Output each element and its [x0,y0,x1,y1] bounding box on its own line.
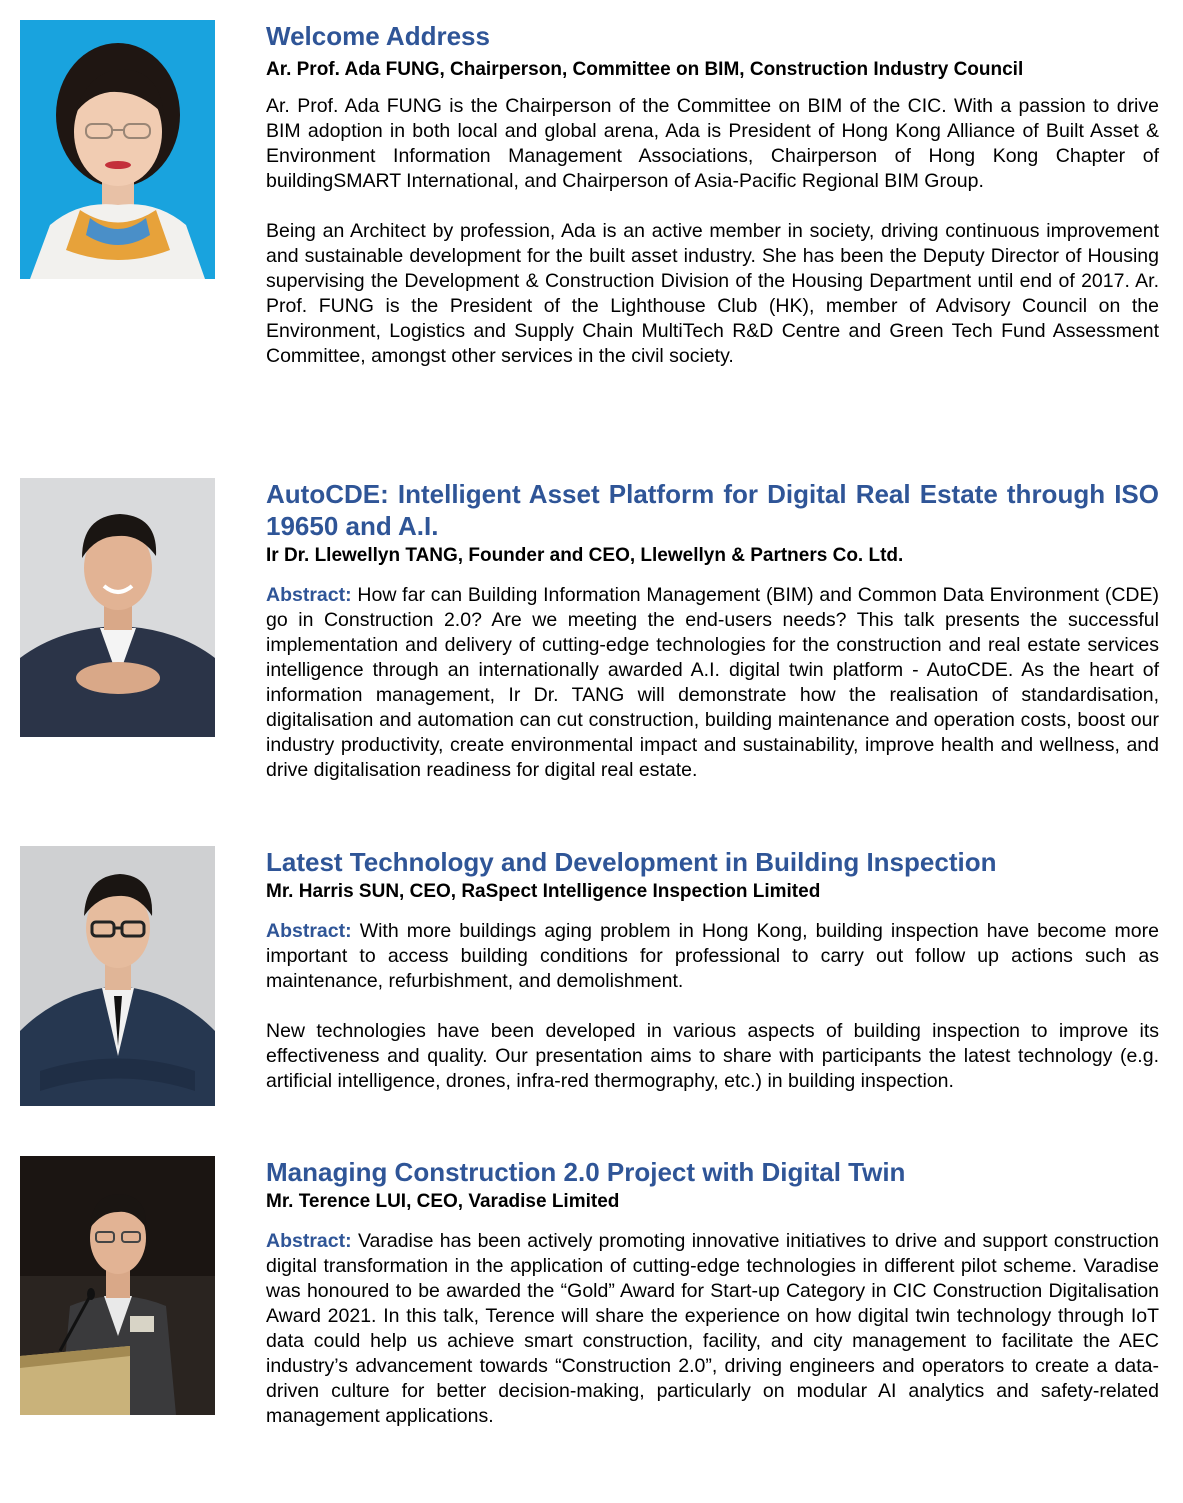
session-title: AutoCDE: Intelligent Asset Platform for Digital Real Estate through ISO 19650 and A.I. [266,479,1159,541]
session-title: Welcome Address [266,21,490,51]
abstract-paragraph [266,1229,1159,1429]
abstract-text: Varadise has been actively promoting innovative initiatives to drive and support construction digital transformation in the application of cutting-edge technologies in different pilot scheme. Varadise was honoured to be awarded the “Gold” Award for Start-up Category in CIC Construction Digitalisation Award 2021. In this talk, Terence will share the experience on how digital twin technology through IoT data could help us achieve smart construction, facility, and city management to facilitate the AEC industry’s advancement towards “Construction 2.0”, driving engineers and operators to create a data-driven culture for better decision-making, particularly on modular AI analytics and safety-related management applications. [266,1230,1159,1427]
session-title: Managing Construction 2.0 Project with Digital Twin [266,1157,906,1187]
abstract-label: Abstract: [266,584,352,606]
portrait-graphic-2 [20,478,215,737]
portrait-graphic-3 [20,846,215,1106]
speaker-photo-2 [20,478,215,737]
section-content-2 [266,478,1159,783]
portrait-graphic-1 [20,20,215,279]
abstract-text: With more buildings aging problem in Hong Kong, building inspection have become more important to access building conditions for professional to carry out follow up actions such as maintenance, refurbishment, and demolishment. [266,920,1159,992]
section-content-1 [266,20,1159,369]
session-title: Latest Technology and Development in Building Inspection [266,847,997,877]
speaker-name: Ir Dr. Llewellyn TANG, Founder and CEO, Llewellyn & Partners Co. Ltd. [266,545,904,566]
portrait-graphic-4 [20,1156,215,1415]
speaker-name: Mr. Harris SUN, CEO, RaSpect Intelligence Inspection Limited [266,881,821,902]
section-content-3 [266,846,1159,1094]
section-content-4 [266,1156,1159,1429]
abstract-label: Abstract: [266,1230,352,1252]
speaker-name: Ar. Prof. Ada FUNG, Chairperson, Committee on BIM, Construction Industry Council [266,59,1024,80]
speaker-photo-1 [20,20,215,279]
abstract-paragraph [266,583,1159,783]
speaker-photo-4 [20,1156,215,1415]
abstract-text: How far can Building Information Management (BIM) and Common Data Environment (CDE) go in Construction 2.0? Are we meeting the end-users needs? This talk presents the successful implementation and delivery of cutting-edge technologies for the construction and real estate services intelligence through an internationally awarded A.I. digital twin platform - AutoCDE. As the heart of information management, Ir Dr. TANG will demonstrate how the realisation of standardisation, digitalisation and automation can cut construction, building maintenance and operation costs, boost our industry productivity, create environmental impact and sustainability, improve health and wellness, and drive digitalisation readiness for digital real estate. [266,584,1159,781]
abstract-paragraph [266,919,1159,994]
speaker-photo-3 [20,846,215,1106]
bio-paragraph-1: Ar. Prof. Ada FUNG is the Chairperson of the Committee on BIM of the CIC. With a passion to drive BIM adoption in both local and global arena, Ada is President of Hong Kong Alliance of Built Asset & Environment Information Management Associations, Chairperson of Hong Kong Chapter of buildingSMART International, and Chairperson of Asia-Pacific Regional BIM Group. [266,95,1159,192]
speaker-name: Mr. Terence LUI, CEO, Varadise Limited [266,1191,620,1212]
abstract-label: Abstract: [266,920,352,942]
bio-paragraph-2: Being an Architect by profession, Ada is an active member in society, driving continuous improvement and sustainable development for the built asset industry. She has been the Deputy Director of Housing supervising the Development & Construction Division of the Housing Department until end of 2017. Ar. Prof. FUNG is the President of the Lighthouse Club (HK), member of Advisory Council on the Environment, Logistics and Supply Chain MultiTech R&D Centre and Green Tech Fund Assessment Committee, amongst other services in the civil society. [266,220,1159,367]
abstract-paragraph-2: New technologies have been developed in various aspects of building inspection to improve its effectiveness and quality. Our presentation aims to share with participants the latest technology (e.g. artificial intelligence, drones, infra-red thermography, etc.) in building inspection. [266,1020,1159,1092]
